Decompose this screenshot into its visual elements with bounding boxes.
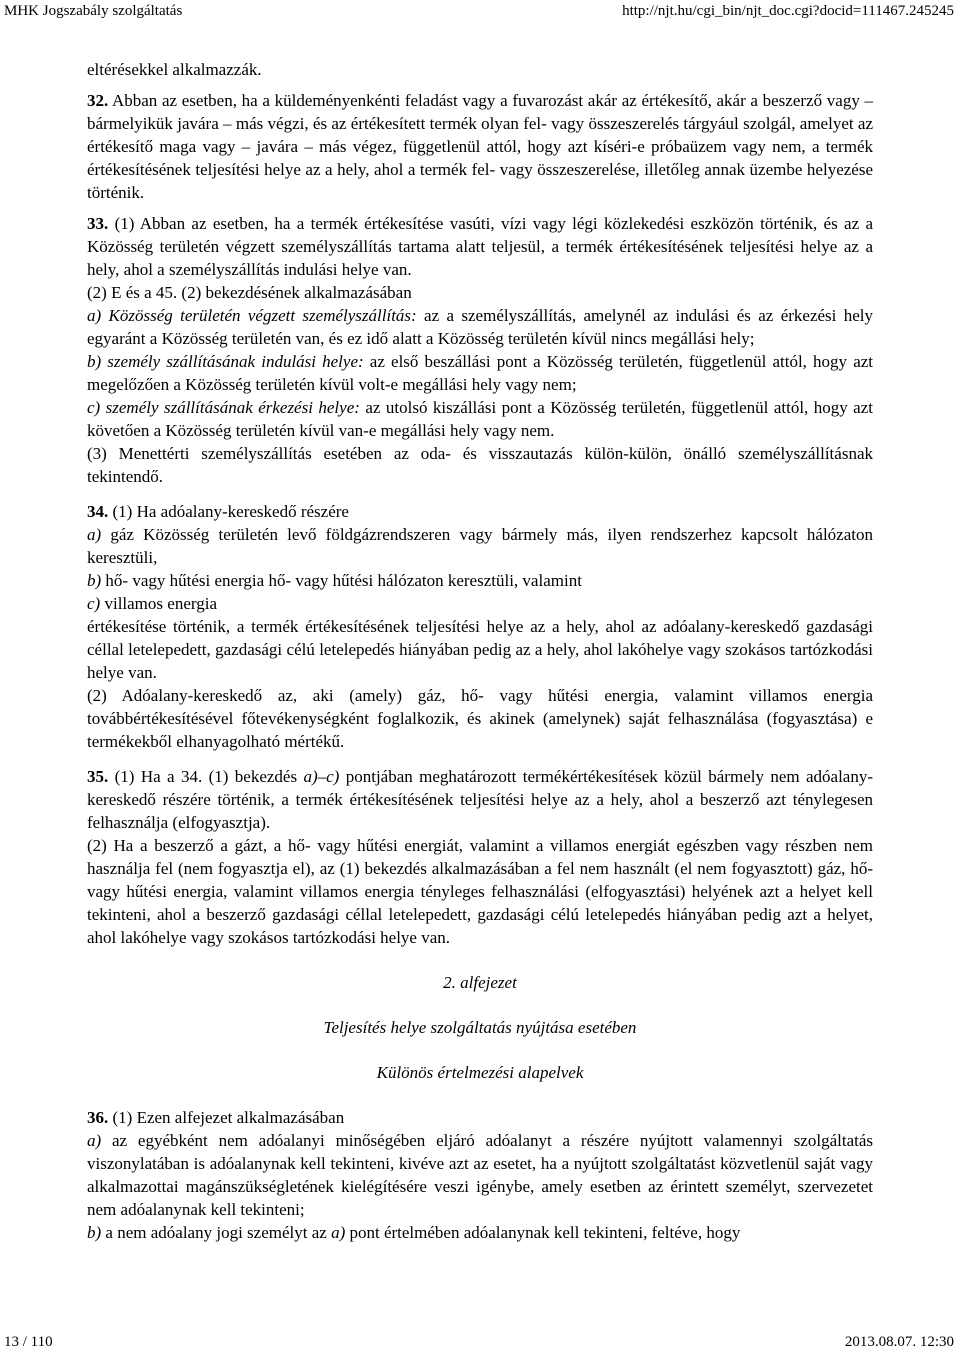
paragraph: eltérésekkel alkalmazzák. — [87, 60, 262, 79]
header-source: MHK Jogszabály szolgáltatás — [4, 3, 183, 19]
list-item: a) gáz Közösség területén levő földgázrendszeren vagy bármely más, ilyen rendszerhez kapcsolt hálózaton keresztüli, — [87, 525, 873, 567]
list-item: b) személy szállításának indulási helye: az első beszállási pont a Közösség területén, függetlenül attól, hogy azt megelőzően a Közösség területén kívül volt-e megállási hely vagy nem; — [87, 352, 874, 394]
page-footer — [0, 1329, 960, 1357]
section-34: 34. (1) Ha adóalany-kereskedő részére — [87, 502, 349, 521]
list-item: a) Közösség területén végzett személyszállítás: az a személyszállítás, amelynél az indulási és az érkezési hely egyaránt a Közösség területén van, és ez idő alatt a Közösség területén kívül nincs megállási hely; — [87, 306, 874, 348]
section-text: (1) Abban az esetben, ha a termék értékesítése vasúti, vízi vagy légi közlekedési eszközön történik, és az a Közösség területén végzett személyszállítás tartama alatt teljesül, a termék értékesítésének teljesítési helye az a hely, ahol a személyszállítás indulási helye van. — [87, 214, 873, 279]
section-number: 36. — [87, 1108, 109, 1127]
page-header — [0, 0, 960, 24]
sub-heading: Különös értelmezési alapelvek — [376, 1063, 584, 1082]
chapter-heading: 2. alfejezet — [443, 973, 517, 992]
document-body — [87, 58, 873, 1244]
paragraph: (2) Ha a beszerző a gázt, a hő- vagy hűtési energiát, valamint a villamos energiát egészben vagy részben nem használja fel (nem fogyasztja el), az (1) bekezdés alkalmazásában a fel nem használt (el nem fogyasztott) gáz, hő- vagy hűtési energia, valamint villamos energia tényleges felhasználási (elfogyasztási) helyének azt a helyet kell tekinteni, ahol a beszerző gazdasági céllal letelepedett, gazdasági célú letelepedés hiányában pedig azt a helyet, ahol lakóhelye vagy szokásos tartózkodási helye van. — [87, 836, 873, 947]
list-item: b) hő- vagy hűtési energia hő- vagy hűtési hálózaton keresztüli, valamint — [87, 571, 582, 590]
section-36: 36. (1) Ezen alfejezet alkalmazásában — [87, 1108, 345, 1127]
header-url: http://njt.hu/cgi_bin/njt_doc.cgi?docid=111467.245245 — [622, 3, 954, 19]
list-item: b) a nem adóalany jogi személyt az a) pont értelmében adóalanynak kell tekinteni, feltéve, hogy — [87, 1223, 741, 1242]
section-35: 35. (1) Ha a 34. (1) bekezdés a)–c) pontjában meghatározott termékértékesítések közül bármely nem adóalany-kereskedő részére történik, a termék értékesítésének teljesítési helye az a hely, ahol a beszerző azt ténylegesen felhasználja (elfogyasztja). — [87, 767, 874, 832]
paragraph: (3) Menettérti személyszállítás esetében az oda- és visszautazás külön-külön, önálló személyszállításnak tekintendő. — [87, 444, 873, 486]
section-33 — [87, 212, 873, 281]
section-32 — [87, 89, 873, 204]
section-number: 33. — [87, 214, 109, 233]
section-number: 35. — [87, 767, 109, 786]
paragraph: (2) E és a 45. (2) bekezdésének alkalmazásában — [87, 283, 412, 302]
page-number: 13 / 110 — [4, 1334, 53, 1350]
list-item: a) az egyébként nem adóalanyi minőségében eljáró adóalanyt a részére nyújtott valamennyi szolgáltatás viszonylatában is adóalanynak kell tekinteni, kivéve azt az esetet, ha a nyújtott szolgáltatást közvetlenül saját vagy alkalmazottai magánszükségletének kielégítésére veszi igénybe, amely esetben az érintett személyt, szervezetet nem adóalanynak kell tekinteni; — [87, 1131, 873, 1219]
paragraph: értékesítése történik, a termék értékesítésének teljesítési helye az a hely, ahol az adóalany-kereskedő gazdasági céllal letelepedett, gazdasági célú letelepedés hiányában pedig az a hely, ahol lakóhelye vagy szokásos tartózkodási helye van. — [87, 617, 873, 682]
list-item: c) személy szállításának érkezési helye: az utolsó kiszállási pont a Közösség területén, függetlenül attól, hogy azt követően a Közösség területén kívül van-e megállási hely vagy nem. — [87, 398, 874, 440]
list-item: c) villamos energia — [87, 594, 217, 613]
section-number: 34. — [87, 502, 109, 521]
section-number: 32. — [87, 91, 109, 110]
paragraph: (2) Adóalany-kereskedő az, aki (amely) gáz, hő- vagy hűtési energia, valamint villamos energia továbbértékesítésével főtevékenységként foglalkozik, és akinek (amelynek) saját felhasználása (fogyasztása) e termékekből elhanyagolható mértékű. — [87, 686, 873, 751]
chapter-title: Teljesítés helye szolgáltatás nyújtása esetében — [323, 1018, 637, 1037]
print-timestamp: 2013.08.07. 12:30 — [844, 1334, 954, 1350]
section-text: Abban az esetben, ha a küldeményenkénti feladást vagy a fuvarozást akár az értékesítő, akár a beszerző vagy – bármelyikük javára – más végzi, és az értékesített termék olyan fel- vagy összeszerelés tárgyául szolgál, amelyet az értékesítő maga vagy – javára – más végez, függetlenül attól, hogy azt kíséri-e próbaüzem vagy nem, a termék értékesítésének teljesítési helye az a hely, ahol a termék fel- vagy összeszerelése, illetőleg annak üzembe helyezése történik. — [87, 91, 873, 202]
